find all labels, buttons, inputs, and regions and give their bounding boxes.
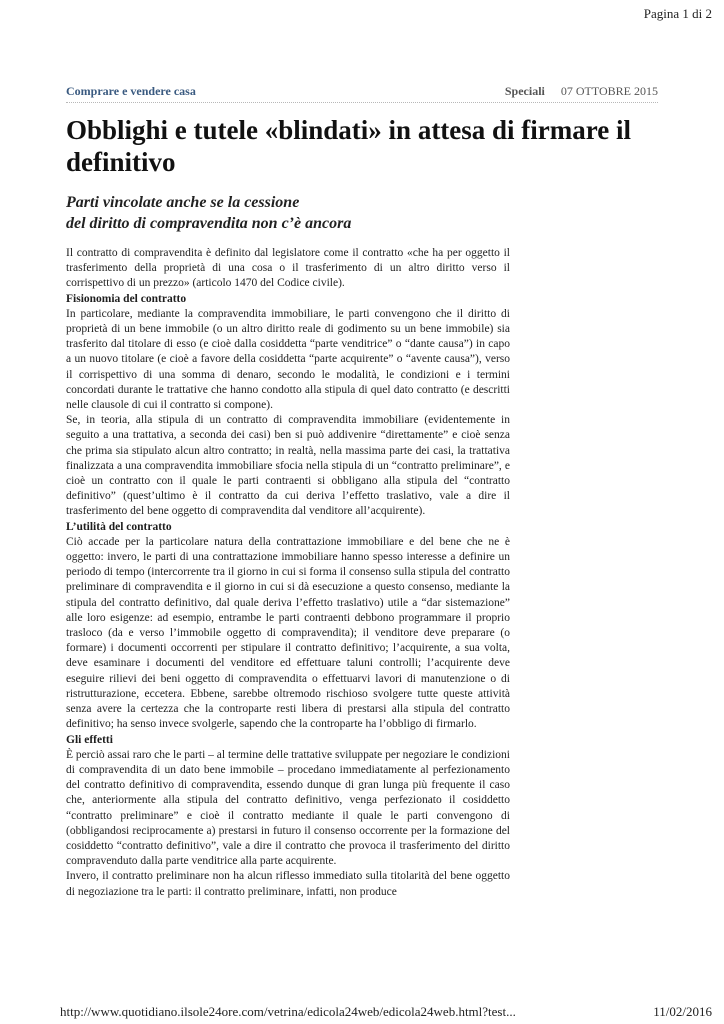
- print-date: 11/02/2016: [653, 1004, 712, 1019]
- section-heading: Fisionomia del contratto: [66, 292, 187, 305]
- section-heading: L’utilità del contratto: [66, 520, 172, 533]
- paragraph: Invero, il contratto preliminare non ha alcun riflesso immediato sulla titolarità del bene oggetto di negoziazione tra le parti: il contratto preliminare, infatti, non produce: [66, 870, 510, 898]
- paragraph: Se, in teoria, alla stipula di un contratto di compravendita immobiliare (evidentemente in seguito a una trattativa, a seconda dei casi) ben si può addivenire “direttamente” e cioè senza che prima sia stipulato alcun altro contratto; in realtà, nella massima parte dei casi, la trattativa finalizzata a una compravendita immobiliare sfocia nella stipula di un “contratto preliminare”, e cioè un contratto con il quale le parti contraenti si obbligano alla stipula del “contratto definitivo” (quest’ultimo è il contratto da cui deriva l’effetto traslativo, vale a dire il trasferimento del bene oggetto di compravendita dal venditore all’acquirente).: [66, 414, 510, 518]
- section-header: [66, 84, 658, 103]
- section-heading: Gli effetti: [66, 733, 113, 746]
- category-label: Speciali: [504, 84, 545, 98]
- paragraph: Ciò accade per la particolare natura della contrattazione immobiliare e del bene che ne è oggetto: invero, le parti di una contrattazione immobiliare hanno spesso interesse a definire un periodo di tempo (intercorrente tra il giorno in cui si forma il consenso sulla stipula del contratto preliminare di compravendita e il giorno in cui si dà esecuzione a questo consenso, mediante la stipula del contratto definitivo, dal quale deriva l’effetto traslativo) utile a “dar sistemazione” alle loro esigenze: ad esempio, entrambe le parti contraenti debbono programmare il proprio trasloco (da e verso l’immobile oggetto di compravendita); il venditore deve preparare (o formare) i documenti occorrenti per stipulare il contratto definitivo; l’acquirente, a sua volta, deve esaminare i documenti del venditore ed effettuare taluni controlli; l’acquirente deve eseguire rilievi dei beni oggetto di compravendita o effettuarvi lavori di manutenzione o di ristrutturazione, eccetera. Ebbene, sarebbe oltremodo rischioso svolgere tutte queste attività senza avere la certezza che la controparte resti libera di prestarsi alla stipula del contratto definitivo; ha senso invece svolgerle, sapendo che la controparte ha l’obbligo di firmarlo.: [66, 535, 510, 731]
- publish-date: 07 OTTOBRE 2015: [560, 84, 658, 98]
- print-footer: [60, 1002, 712, 1020]
- section-link[interactable]: Comprare e vendere casa: [66, 84, 196, 98]
- subtitle-line: del diritto di compravendita non c’è ancora: [66, 215, 352, 232]
- page-url[interactable]: http://www.quotidiano.ilsole24ore.com/vetrina/edicola24web/edicola24web.html?test...: [60, 1004, 516, 1019]
- page-number: Pagina 1 di 2: [643, 6, 712, 21]
- section-meta: [505, 84, 658, 99]
- article-title: Obblighi e tutele «blindati» in attesa di firmare il definitivo: [66, 115, 632, 177]
- paragraph: È perciò assai raro che le parti – al termine delle trattative sviluppate per negoziare le condizioni di compravendita di un dato bene immobile – procedano immediatamente al perfezionamento del contratto definitivo di compravendita, essendo dunque di gran lunga più frequente il caso che, anteriormente alla stipula del contratto definitivo, venga perfezionato il cosiddetto “contratto preliminare” e cioè il contratto mediante il quale le parti convengono di (obbligandosi reciprocamente a) prestarsi in futuro il consenso occorrente per la formazione del cosiddetto “contratto definitivo”, vale a dire il contratto che provoca il trasferimento del diritto compravenduto dalla parte venditrice alla parte acquirente.: [66, 748, 510, 868]
- article-body: [66, 246, 510, 900]
- article-subtitle: [66, 192, 546, 234]
- paragraph: In particolare, mediante la compravendita immobiliare, le parti convengono che il diritto di proprietà di un bene immobile (o un altro diritto reale di godimento su un bene immobile) sia trasferito dal titolare di esso (e cioè dalla cosiddetta “parte venditrice” o “dante causa”) in capo a un nuovo titolare (e cioè a favore della cosiddetta “parte acquirente” o “avente causa”), verso il corrispettivo di una somma di denaro, secondo le modalità, le condizioni e i termini concordati durante le trattative che hanno condotto alla stipula di quel dato contratto (e descritti nelle clausole di cui il contratto si compone).: [66, 307, 510, 412]
- subtitle-line: Parti vincolate anche se la cessione: [66, 194, 300, 211]
- paragraph: Il contratto di compravendita è definito dal legislatore come il contratto «che ha per oggetto il trasferimento della proprietà di una cosa o il trasferimento di un altro diritto verso il corrispettivo di un prezzo» (articolo 1470 del Codice civile).: [66, 247, 510, 290]
